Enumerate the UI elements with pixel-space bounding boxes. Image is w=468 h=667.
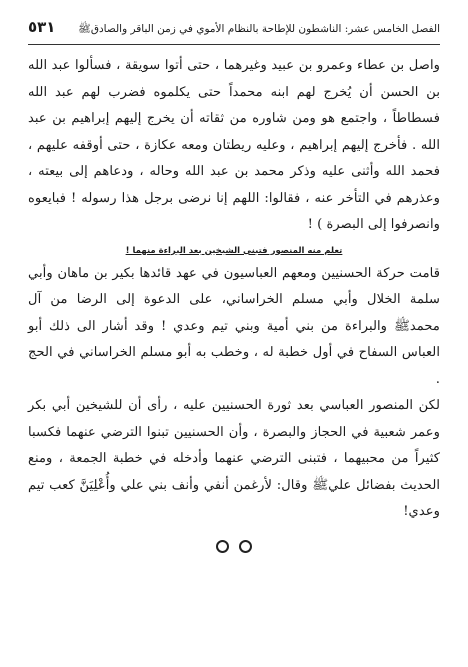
page-header — [28, 18, 440, 45]
paragraph-1: واصل بن عطاء وعمرو بن عبيد وغيرهما ، حتى أتوا سويقة ، فسألوا عبد الله بن الحسن أن يُخرج لهم ابنه محمداً حتى يكلموه فضرب لهم عبد الله فسطاطاً ، واجتمع هو ومن شاوره من ثقاته أن يخرج إليهم إبراهيم بن عبد الله . فأخرج إليهم إبراهيم ، وعليه ريطتان ومعه عكازة ، حتى أوقفه عليهم ، فحمد الله وأثنى عليه وذكر محمد بن عبد الله وحاله ، ودعاهم إلى بيعته ، وعذرهم في التأخر عنه ، فقالوا: اللهم إنا نرضى برجل هذا رسوله ! فبايعوه وانصرفوا إلى البصرة ) ! — [28, 58, 440, 232]
section-subheading: تعلم منه المنصور فتبنى الشيخين بعد البراءة منهما ! — [125, 245, 343, 256]
ring-ornament-icon — [216, 540, 229, 553]
page-number: ٥٣١ — [28, 18, 56, 36]
section-end-ornament — [28, 540, 440, 557]
document-page — [28, 18, 440, 658]
paragraph-3: لكن المنصور العباسي بعد ثورة الحسنيين عليه ، رأى أن للشيخين أبي بكر وعمر شعبية في الحجاز والبصرة ، وأن الحسنيين تبنوا الترضي عنهما فكسبا كثيراً من محبيهما ، فتبنى الترضي عنهما وأدخله في خطبة الجمعة ، ومنع الحديث بفضائل عليﷺ وقال: لأرغمن أنفي وأنف بني علي وأُعْلِيَنَّ كعب تيم وعدي! — [28, 398, 440, 519]
ring-ornament-icon — [239, 540, 252, 553]
paragraph-2: قامت حركة الحسنيين ومعهم العباسيون في عهد قائدها بكير بن ماهان وأبي سلمة الخلال وأبي مسلم الخراساني، على الدعوة إلى الرضا من آل محمدﷺ والبراءة من بني أمية وبني تيم وعدي ! وقد أشار الى ذلك أبو العباس السفاح في أول خطبة له ، وخطب به أبو مسلم الخراساني في الحج . — [28, 265, 440, 387]
running-title: الفصل الخامس عشر: الناشطون للإطاحة بالنظام الأموي في زمن الباقر والصادقﷺ — [78, 23, 440, 35]
